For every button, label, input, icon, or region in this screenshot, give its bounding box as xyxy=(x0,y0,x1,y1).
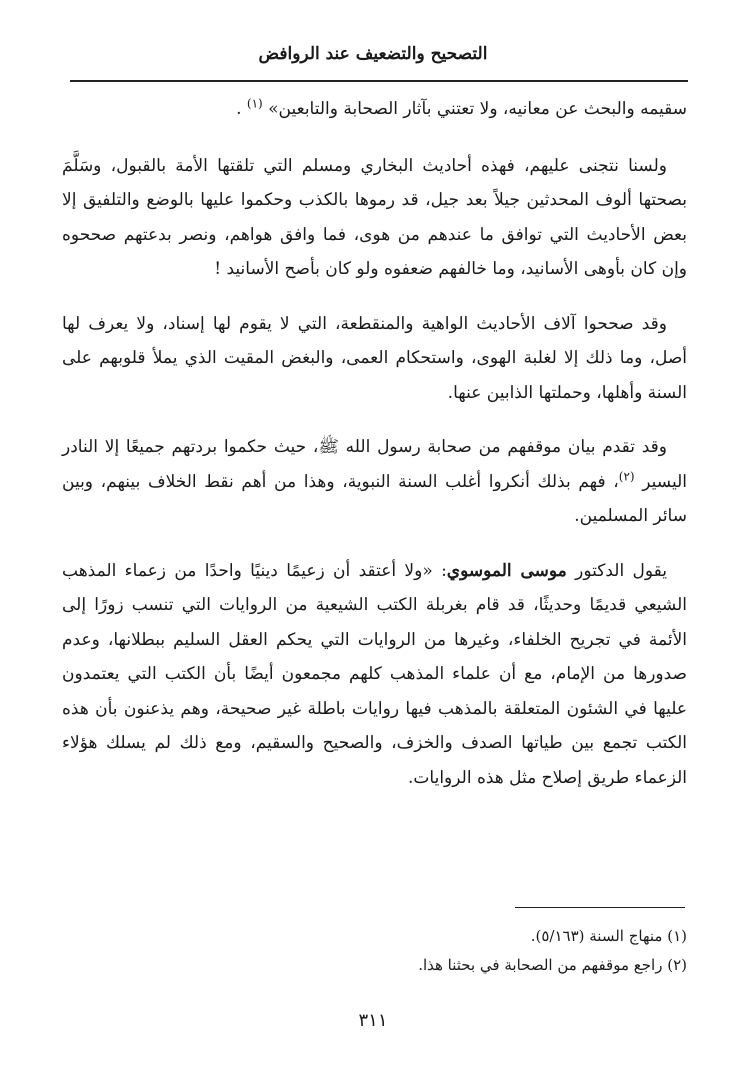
author-name: موسى الموسوي xyxy=(446,560,567,581)
header-rule xyxy=(70,80,688,82)
paragraph-4-after: ، فهم بذلك أنكروا أغلب السنة النبوية، وهذا من أهم نقط الخلاف بينهم، وبين سائر المسلمين. xyxy=(62,471,687,526)
page-number: ٣١١ xyxy=(358,1010,388,1031)
paragraph-5 xyxy=(62,554,687,796)
footnote-2: (٢) راجع موقفهم من الصحابة في بحثنا هذا. xyxy=(418,956,687,974)
body-text xyxy=(62,92,687,815)
footnotes xyxy=(62,922,687,980)
paragraph-5-after: : «ولا أعتقد أن زعيمًا دينيًا واحدًا من زعماء المذهب الشيعي قديمًا وحديثًا، قد قام بغربلة الكتب الشيعية من الروايات التي تنسب زورًا إلى الأئمة في تجريح الخلفاء، وغيرها من الروايات التي يحكم العقل السليم ببطلانها، وعدم صدورها من الإمام، مع أن علماء المذهب كلهم مجمعون أيضًا بأن الكتب التي يعتمدون عليها في الشئون المتعلقة بالمذهب فيها روايات باطلة غير صحيحة، وهم يذعنون بأن هذه الكتب تجمع بين طياتها الصدف والخزف، والصحيح والسقيم، ومع ذلك لم يسلك هؤلاء الزعماء طريق إصلاح مثل هذه الروايات. xyxy=(62,560,687,788)
paragraph-1 xyxy=(62,92,687,127)
paragraph-4 xyxy=(62,430,687,534)
paragraph-4-before: وقد تقدم بيان موقفهم من صحابة رسول الله ﷺ، حيث حكموا بردتهم جميعًا إلا النادر اليسير xyxy=(62,437,687,492)
footnote-1: (١) منهاج السنة (٥/١٦٣). xyxy=(530,927,687,945)
paragraph-3: وقد صححوا آلاف الأحاديث الواهية والمنقطعة، التي لا يقوم لها إسناد، ولا يعرف لها أصل، وما ذلك إلا لغلبة الهوى، واستحكام العمى، والبغض المقيت الذي يملأ قلوبهم على السنة وأهلها، وحملتها الذابين عنها. xyxy=(62,313,687,403)
running-header: التصحيح والتضعيف عند الروافض xyxy=(258,44,488,64)
footnote-ref-1[interactable]: (١) xyxy=(246,96,263,111)
paragraph-1-tail: . xyxy=(236,99,242,119)
paragraph-5-before: يقول الدكتور xyxy=(575,560,667,581)
paragraph-1-text: سقيمه والبحث عن معانيه، ولا تعتني بآثار الصحابة والتابعين» xyxy=(268,99,687,119)
paragraph-2: ولسنا نتجنى عليهم، فهذه أحاديث البخاري ومسلم التي تلقتها الأمة بالقبول، وسَلَّمَ بصحتها ألوف المحدثين جيلاً بعد جيل، قد رموها بالكذب وحكموا عليها بالوضع والتلفيق إلا بعض الأحاديث التي توافق ما عندهم من هوى، فما وافق هواهم، ونصر بدعتهم صححوه وإن كان بأوهى الأسانيد، وما خالفهم ضعفوه ولو كان بأصح الأسانيد ! xyxy=(62,155,687,279)
footnote-rule xyxy=(515,907,685,908)
footnote-ref-2[interactable]: (٢) xyxy=(618,468,635,483)
